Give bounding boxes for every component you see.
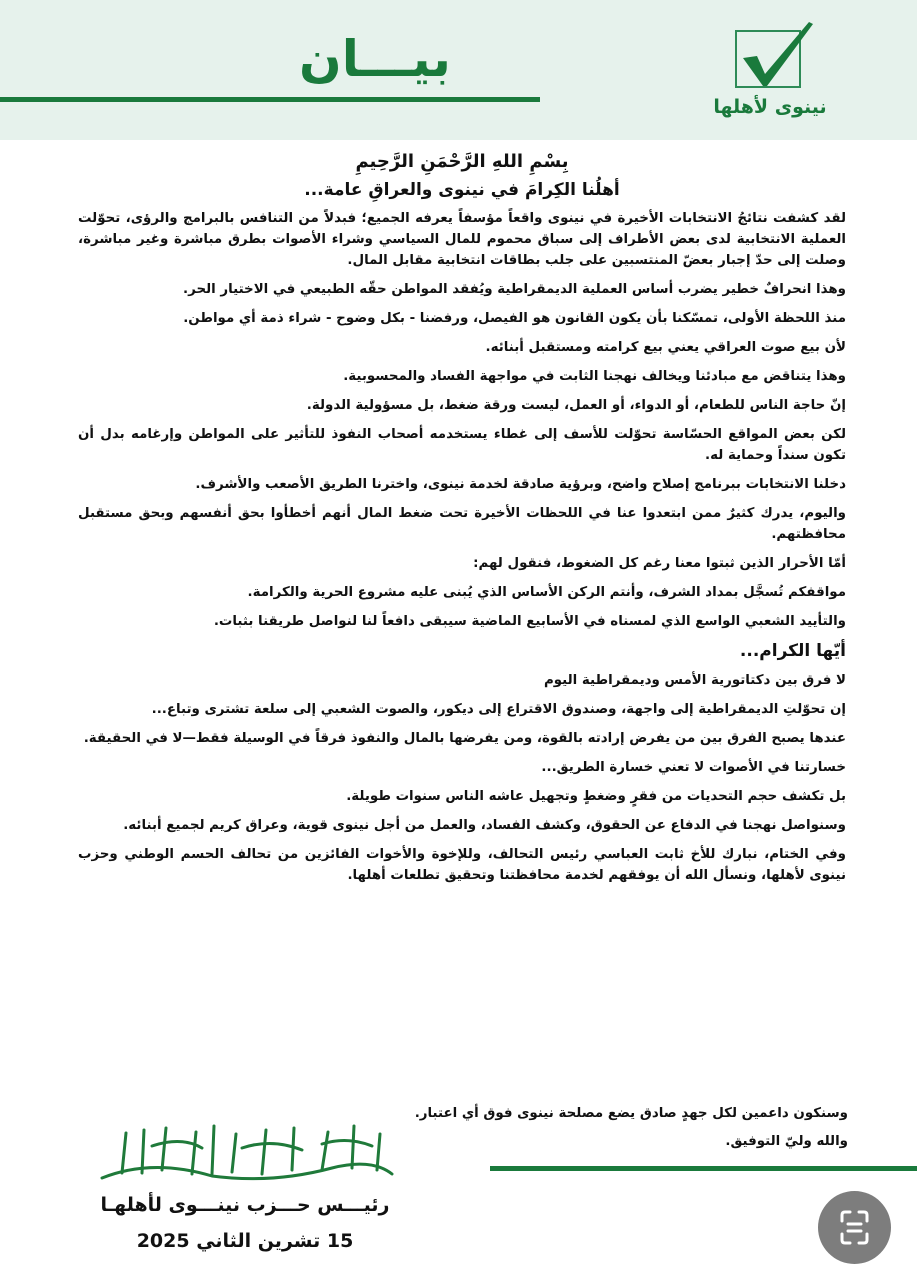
closing-line: والله وليّ التوفيق.: [725, 1134, 848, 1149]
paragraph: منذ اللحظة الأولى، تمسّكنا بأن يكون القانون هو الفيصل، ورفضنا - بكل وضوح - شراء ذمة أي مواطن.: [183, 311, 846, 326]
paragraph: وهذا يتناقض مع مبادئنا ويخالف نهجنا الثابت في مواجهة الفساد والمحسوبية.: [343, 369, 846, 384]
paragraph: واليوم، يدرك كثيرٌ ممن ابتعدوا عنا في اللحظات الأخيرة تحت ضغط المال أنهم أخطأوا بحق أنفسهم وبحق مستقبل محافظتهم.: [78, 506, 846, 542]
paragraph: وهذا انحرافٌ خطير يضرب أساس العملية الديمقراطية ويُفقد المواطن حقّه الطبيعي في الاختيار الحر.: [183, 282, 846, 297]
check-icon: [705, 20, 835, 100]
header-banner: [0, 0, 917, 140]
paragraph: أمّا الأحرار الذين ثبتوا معنا رغم كل الضغوط، فنقول لهم:: [473, 556, 846, 571]
paragraph: لقد كشفت نتائجُ الانتخابات الأخيرة في نينوى واقعاً مؤسفاً يعرفه الجميع؛ فبدلاً من التنافس بالبرامج والرؤى، تحوّلت العملية الانتخابية لدى بعض الأطراف إلى سباق محموم للمال السياسي وشراء الأصوات بطرق مباشرة وغير مباشرة، وصلت إلى حدّ إجبار بعضّ المنتسبين على جلب بطاقات انتخابية مقابل المال.: [78, 211, 846, 268]
text-scan-button[interactable]: [818, 1191, 891, 1264]
paragraph: لأن بيع صوت العراقي يعني بيع كرامته ومستقبل أبنائه.: [485, 340, 846, 355]
statement-body: [78, 150, 846, 894]
calligraphy-signature: [92, 1118, 402, 1186]
footer-divider: [490, 1166, 917, 1171]
paragraph: عندها يصبح الفرق بين من يفرض إرادته بالقوة، ومن يفرضها بالمال والنفوذ فرقاً في الوسيلة فقط—لا في الحقيقة.: [83, 731, 846, 746]
page-title: بيـــان: [299, 30, 451, 88]
paragraph: والتأييد الشعبي الواسع الذي لمسناه في الأسابيع الماضية سيبقى دافعاً لنا لنواصل طريقنا بثبات.: [213, 614, 846, 629]
paragraph: مواقفكم تُسجَّل بمداد الشرف، وأنتم الركن الأساس الذي يُبنى عليه مشروع الحرية والكرامة.: [247, 585, 846, 600]
text-scan-icon: [818, 1191, 891, 1264]
paragraph: دخلنا الانتخابات ببرنامج إصلاح واضح، وبرؤية صادقة لخدمة نينوى، واخترنا الطريق الأصعب والأشرف.: [195, 477, 846, 492]
closing-line: وسنكون داعمين لكل جهدٍ صادق يضع مصلحة نينوى فوق أي اعتبار.: [414, 1106, 848, 1121]
paragraph: بل تكشف حجم التحديات من فقرٍ وضغطٍ وتجهيل عاشه الناس سنوات طويلة.: [346, 789, 846, 804]
paragraph: إنّ حاجة الناس للطعام، أو الدواء، أو العمل، ليست ورقة ضغط، بل مسؤولية الدولة.: [306, 398, 846, 413]
subheading: أيّها الكرام...: [739, 641, 846, 661]
paragraph: إن تحوّلتِ الديمقراطية إلى واجهة، وصندوق الاقتراع إلى ديكور، والصوت الشعبي إلى سلعة تشترى وتباع...: [151, 702, 846, 717]
signature-title: رئيـــس حـــزب نينـــوى لأهلهـا: [100, 1194, 390, 1216]
party-logo: [705, 20, 835, 130]
logo-text: نينوى لأهلها: [713, 96, 827, 118]
paragraph: وفي الختام، نبارك للأخ ثابت العباسي رئيس التحالف، وللإخوة والأخوات الفائزين من تحالف الحسم الوطني وحزب نينوى لأهلها، ونسأل الله أن يوفقهم لخدمة محافظتنا وتحقيق تطلعات أهلها.: [78, 847, 846, 883]
statement-date: 15 تشرين الثاني 2025: [136, 1230, 354, 1252]
basmala: بِسْمِ اللهِ الرَّحْمَنِ الرَّحِيمِ: [355, 151, 569, 172]
paragraph: لكن بعض المواقع الحسّاسة تحوّلت للأسف إلى غطاء يستخدمه أصحاب النفوذ للتأثير على المواطن وإرغامه بدل أن تكون سنداً وحماية له.: [78, 427, 846, 463]
paragraph: وسنواصل نهجنا في الدفاع عن الحقوق، وكشف الفساد، والعمل من أجل نينوى قوية، وعراق كريم لجميع أبنائه.: [123, 818, 846, 833]
paragraph: لا فرق بين دكتاتورية الأمس وديمقراطية اليوم: [543, 673, 846, 688]
header-divider: [0, 97, 540, 102]
greeting: أهلُنا الكِرامَ في نينوى والعراقِ عامة...: [304, 180, 620, 200]
paragraph: خسارتنا في الأصوات لا تعني خسارة الطريق...: [541, 760, 846, 775]
closing-block: [330, 1103, 848, 1159]
